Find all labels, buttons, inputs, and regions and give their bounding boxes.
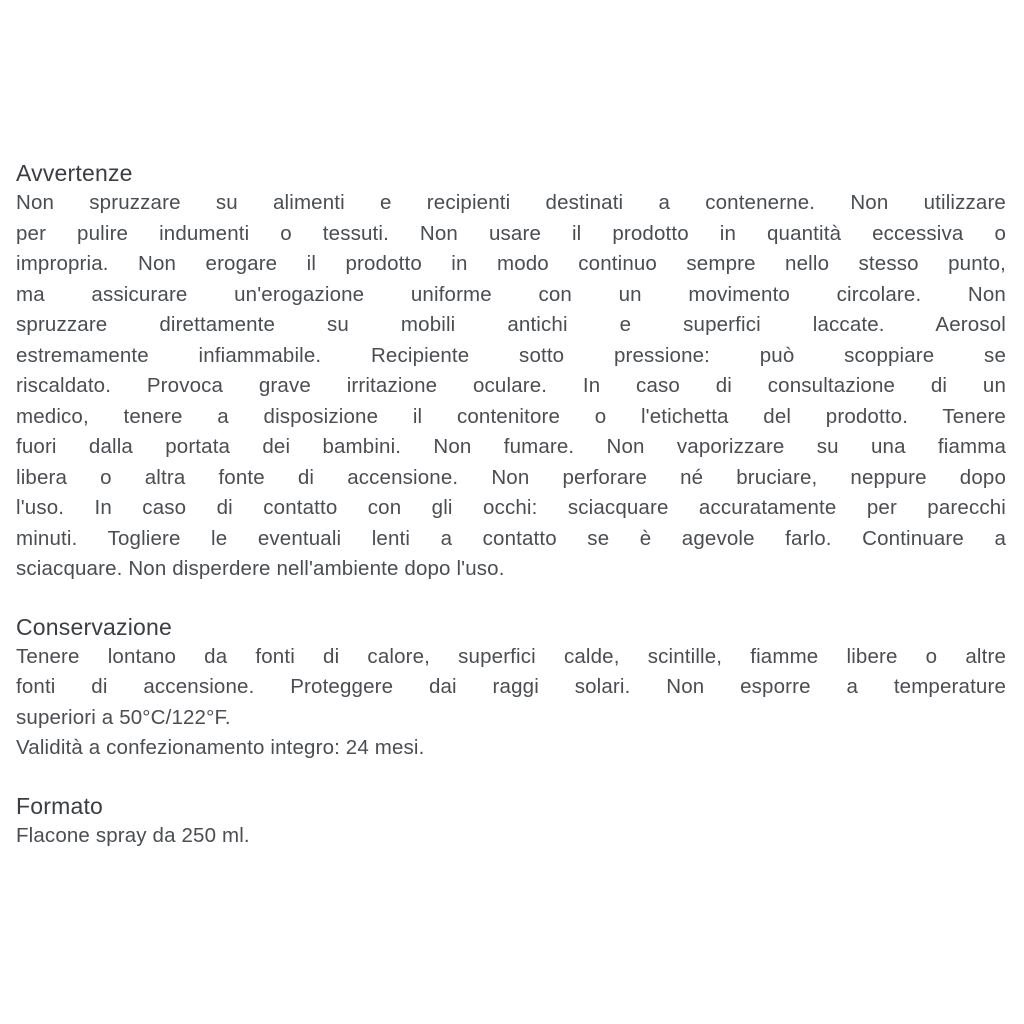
text-line: Tenere lontano da fonti di calore, superfici calde, scintille, fiamme libere o altre <box>16 644 1006 668</box>
text-line: impropria. Non erogare il prodotto in modo continuo sempre nello stesso punto, <box>16 252 1006 275</box>
text-line: libera o altra fonte di accensione. Non perforare né bruciare, neppure dopo <box>16 465 1006 489</box>
text-line: sciacquare. Non disperdere nell'ambiente dopo l'uso. <box>16 557 505 580</box>
text-line: ma assicurare un'erogazione uniforme con un movimento circolare. Non <box>16 282 1006 306</box>
text-line: Validità a confezionamento integro: 24 mesi. <box>16 736 425 759</box>
text-line: riscaldato. Provoca grave irritazione oculare. In caso di consultazione di un <box>16 374 1006 397</box>
section-body <box>16 642 1006 764</box>
section-body <box>16 188 1006 585</box>
section-avvertenze <box>16 158 1006 585</box>
text-line: fuori dalla portata dei bambini. Non fumare. Non vaporizzare su una fiamma <box>16 435 1006 458</box>
text-line: l'uso. In caso di contatto con gli occhi: sciacquare accuratamente per parecchi <box>16 496 1006 519</box>
section-conservazione <box>16 612 1006 764</box>
text-line: superiori a 50°C/122°F. <box>16 705 231 729</box>
text-line: per pulire indumenti o tessuti. Non usare il prodotto in quantità eccessiva o <box>16 221 1006 245</box>
text-line: Non spruzzare su alimenti e recipienti destinati a contenerne. Non utilizzare <box>16 191 1006 214</box>
text-line: spruzzare direttamente su mobili antichi e superfici laccate. Aerosol <box>16 313 1006 336</box>
text-line: minuti. Togliere le eventuali lenti a contatto se è agevole farlo. Continuare a <box>16 526 1006 550</box>
section-heading: Conservazione <box>16 613 173 640</box>
text-line: Flacone spray da 250 ml. <box>16 823 250 847</box>
text-line: fonti di accensione. Proteggere dai raggi solari. Non esporre a temperature <box>16 675 1006 698</box>
section-body <box>16 821 1006 852</box>
text-line: estremamente infiammabile. Recipiente sotto pressione: può scoppiare se <box>16 343 1006 367</box>
section-heading: Formato <box>16 792 104 819</box>
section-formato <box>16 791 1006 852</box>
section-heading: Avvertenze <box>16 160 133 186</box>
text-line: medico, tenere a disposizione il contenitore o l'etichetta del prodotto. Tenere <box>16 404 1006 428</box>
